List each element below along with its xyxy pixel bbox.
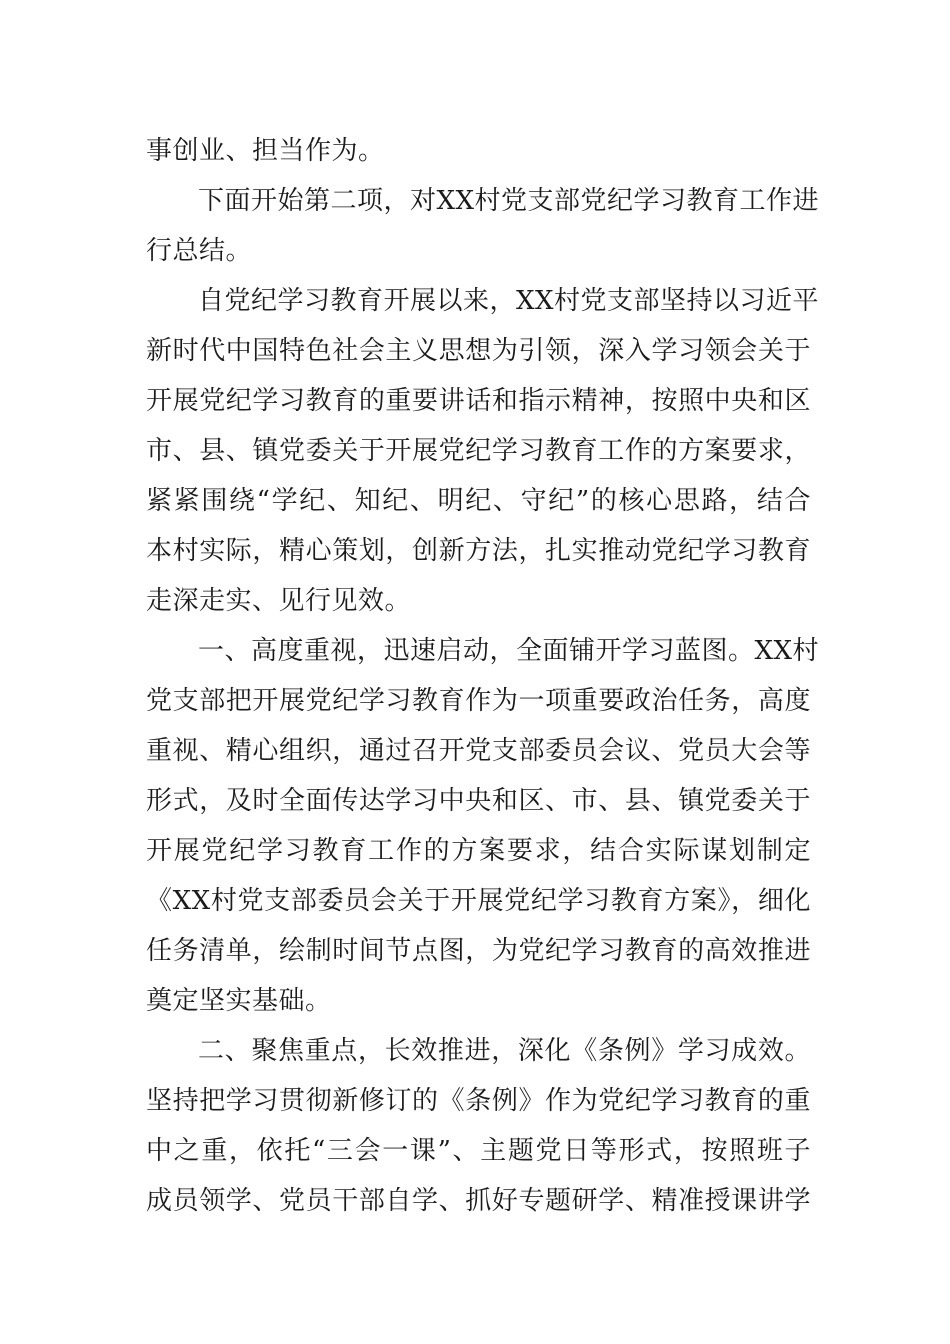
text-line: 市、县、镇党委关于开展党纪学习教育工作的方案要求， xyxy=(146,436,811,466)
section-heading-line: 二、聚焦重点，长效推进，深化《条例》学习成效。 xyxy=(198,1036,811,1066)
paragraph-start-line: 自党纪学习教育开展以来，XX村党支部坚持以习近平 xyxy=(198,286,820,316)
text-line: 开展党纪学习教育工作的方案要求，结合实际谋划制定 xyxy=(146,836,811,866)
text-line: 任务清单，绘制时间节点图，为党纪学习教育的高效推进 xyxy=(146,936,811,966)
text-line: 紧紧围绕“学纪、知纪、明纪、守纪”的核心思路，结合 xyxy=(146,486,811,516)
text-line: 党支部把开展党纪学习教育作为一项重要政治任务，高度 xyxy=(146,686,811,716)
text-line: 本村实际，精心策划，创新方法，扎实推动党纪学习教育 xyxy=(146,536,811,566)
text-line: 奠定坚实基础。 xyxy=(146,986,332,1016)
text-line: 新时代中国特色社会主义思想为引领，深入学习领会关于 xyxy=(146,336,811,366)
text-line: 重视、精心组织，通过召开党支部委员会议、党员大会等 xyxy=(146,736,811,766)
text-line: 成员领学、党员干部自学、抓好专题研学、精准授课讲学 xyxy=(146,1186,811,1216)
text-line: 行总结。 xyxy=(146,236,253,266)
text-line: 走深走实、见行见效。 xyxy=(146,586,412,616)
paragraph-start-line: 下面开始第二项，对XX村党支部党纪学习教育工作进 xyxy=(198,186,820,216)
text-line: 事创业、担当作为。 xyxy=(146,136,385,166)
text-line: 《XX村党支部委员会关于开展党纪学习教育方案》，细化 xyxy=(146,886,811,916)
text-line: 开展党纪学习教育的重要讲话和指示精神，按照中央和区 xyxy=(146,386,811,416)
text-line: 坚持把学习贯彻新修订的《条例》作为党纪学习教育的重 xyxy=(146,1086,811,1116)
section-heading-line: 一、高度重视，迅速启动，全面铺开学习蓝图。XX村 xyxy=(198,636,820,666)
text-line: 形式，及时全面传达学习中央和区、市、县、镇党委关于 xyxy=(146,786,811,816)
text-line: 中之重，依托“三会一课”、主题党日等形式，按照班子 xyxy=(146,1136,811,1166)
